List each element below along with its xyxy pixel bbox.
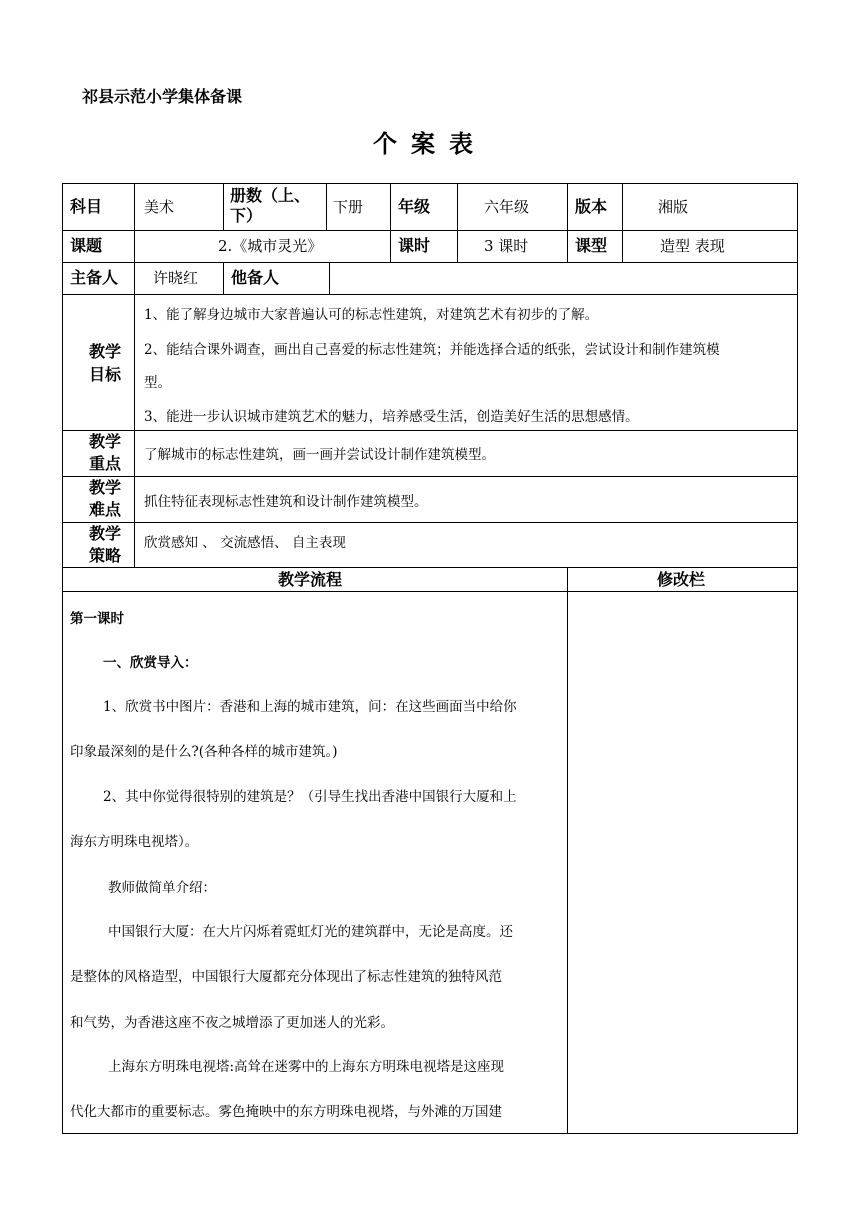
topic-label: 课题 [70, 236, 103, 255]
objective-line: 2、能结合课外调查，画出自己喜爱的标志性建筑；并能选择合适的纸张，尝试设计和制作建筑模 [144, 342, 720, 358]
strategy-label-line1: 教学 [89, 524, 122, 543]
flow-line: 海东方明珠电视塔）。 [70, 834, 199, 850]
flow-line: 代化大都市的重要标志。雾色掩映中的东方明珠电视塔，与外滩的万国建 [70, 1104, 502, 1120]
grade-value: 六年级 [484, 198, 530, 216]
edition-label: 版本 [575, 197, 608, 216]
objectives-label-line1: 教学 [89, 342, 122, 361]
strategy-label-line2: 策略 [89, 546, 122, 565]
flow-line: 2、其中你觉得很特别的建筑是？（引导生找出香港中国银行大厦和上 [103, 789, 517, 805]
other-preparers-label: 他备人 [231, 268, 280, 287]
key-points-text: 了解城市的标志性建筑，画一画并尝试设计制作建筑模型。 [144, 447, 495, 463]
objective-line: 1、能了解身边城市大家普遍认可的标志性建筑，对建筑艺术有初步的了解。 [144, 307, 599, 323]
process-header: 教学流程 [278, 570, 343, 589]
edition-value: 湘版 [658, 198, 689, 216]
subject-value: 美术 [144, 198, 175, 216]
grade-label: 年级 [398, 197, 431, 216]
flow-line: 是整体的风格造型，中国银行大厦都充分体现出了标志性建筑的独特风范 [70, 969, 502, 985]
revision-header: 修改栏 [657, 570, 706, 589]
flow-line: 上海东方明珠电视塔:高耸在迷雾中的上海东方明珠电视塔是这座现 [108, 1059, 505, 1075]
flow-line: 教师做简单介绍： [108, 880, 216, 896]
strategy-text: 欣赏感知 、 交流感悟、 自主表现 [144, 535, 346, 551]
lead-preparer-value: 许晓红 [153, 269, 199, 287]
volume-value: 下册 [333, 198, 364, 216]
lead-preparer-label: 主备人 [70, 268, 119, 287]
difficulties-label-line1: 教学 [89, 478, 122, 497]
flow-line: 中国银行大厦：在大片闪烁着霓虹灯光的建筑群中，无论是高度。还 [108, 924, 513, 940]
flow-line: 1、欣赏书中图片：香港和上海的城市建筑，问：在这些画面当中给你 [103, 699, 517, 715]
subject-label: 科目 [70, 197, 103, 216]
key-points-label-line1: 教学 [89, 432, 122, 451]
flow-line: 印象最深刻的是什么?(各种各样的城市建筑。) [70, 744, 338, 760]
hours-value: 3 课时 [484, 237, 529, 255]
flow-line: 和气势，为香港这座不夜之城增添了更加迷人的光彩。 [70, 1015, 394, 1031]
type-value: 造型 表现 [660, 237, 725, 255]
type-label: 课型 [575, 236, 608, 255]
key-points-label-line2: 重点 [89, 454, 122, 473]
objective-line: 型。 [144, 375, 171, 391]
volume-label-line1: 册数（上、 [230, 186, 311, 205]
flow-line: 一、欣赏导入： [103, 655, 198, 671]
objective-line: 3、能进一步认识城市建筑艺术的魅力，培养感受生活，创造美好生活的思想感情。 [144, 409, 639, 425]
hours-label: 课时 [398, 236, 431, 255]
document-title: 个案表 [373, 130, 487, 158]
objectives-label-line2: 目标 [89, 365, 122, 384]
difficulties-label-line2: 难点 [89, 500, 122, 519]
difficulties-text: 抓住特征表现标志性建筑和设计制作建筑模型。 [144, 494, 428, 510]
flow-line: 第一课时 [70, 611, 124, 627]
school-name: 祁县示范小学集体备课 [82, 87, 243, 106]
topic-value: 2.《城市灵光》 [218, 237, 323, 255]
volume-label-line2: 下） [230, 206, 263, 225]
